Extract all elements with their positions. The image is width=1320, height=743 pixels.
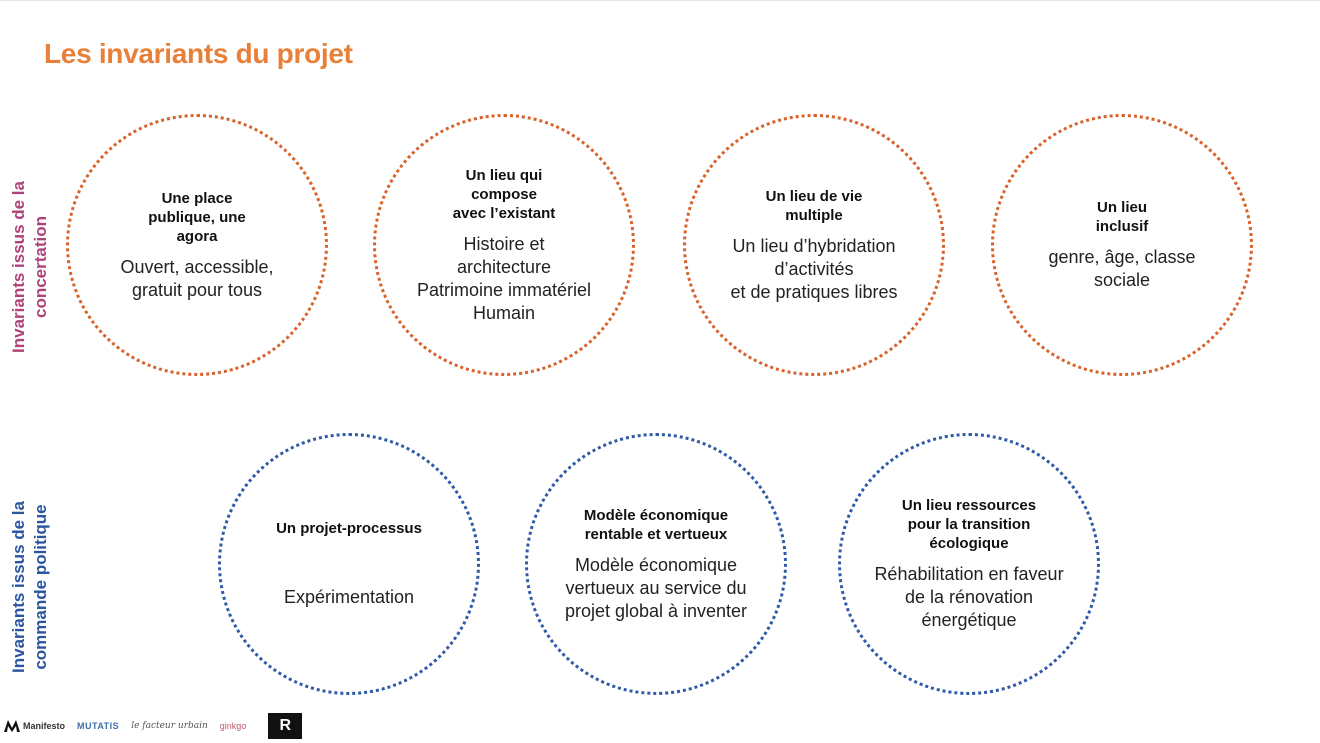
circle-body: Un lieu d’hybridation d’activités et de pratiques libres	[730, 235, 898, 302]
facteur-urbain-logo: le facteur urbain	[131, 721, 208, 731]
circle-body: genre, âge, classe sociale	[1048, 247, 1196, 290]
circle-body: Expérimentation	[283, 587, 415, 607]
circle-heading: Un lieu de vie multiple	[765, 187, 863, 224]
side-label-politique: Invariants issus de la commande politique	[9, 501, 50, 673]
top-divider	[0, 0, 1320, 1]
r-logo: R	[268, 713, 302, 739]
invariant-circle-ressources	[838, 433, 1100, 695]
manifesto-mark-icon	[4, 720, 20, 732]
ginkgo-logo: ginkgo	[219, 721, 247, 731]
circle-heading: Modèle économique rentable et vertueux	[583, 506, 729, 543]
circle-heading: Un lieu qui compose avec l’existant	[452, 166, 556, 222]
invariant-circle-projet-processus	[218, 433, 480, 695]
side-label-concertation: Invariants issus de la concertation	[9, 181, 50, 353]
invariant-circle-existant	[373, 114, 635, 376]
manifesto-label: Manifesto	[23, 721, 66, 731]
circle-body: Histoire et architecture Patrimoine immatériel Humain	[416, 233, 592, 323]
page-title: Les invariants du projet	[44, 38, 353, 69]
invariant-circle-agora	[66, 114, 328, 376]
circle-body: Modèle économique vertueux au service du projet global à inventer	[564, 554, 748, 621]
circle-body: Réhabilitation en faveur de la rénovation énergétique	[874, 564, 1064, 630]
circle-heading: Une place publique, une agora	[148, 189, 246, 245]
invariant-circle-inclusif	[991, 114, 1253, 376]
manifesto-logo	[4, 720, 65, 732]
invariant-circle-modele-economique	[525, 433, 787, 695]
circle-body: Ouvert, accessible, gratuit pour tous	[120, 256, 274, 300]
invariant-circle-vie-multiple	[683, 114, 945, 376]
circle-heading: Un lieu ressources pour la transition écologique	[901, 497, 1037, 552]
mutatis-logo: MUTATIS	[77, 721, 120, 731]
partner-logos	[4, 712, 302, 740]
circle-heading: Un projet-processus	[276, 520, 422, 537]
circle-heading: Un lieu inclusif	[1095, 199, 1149, 235]
